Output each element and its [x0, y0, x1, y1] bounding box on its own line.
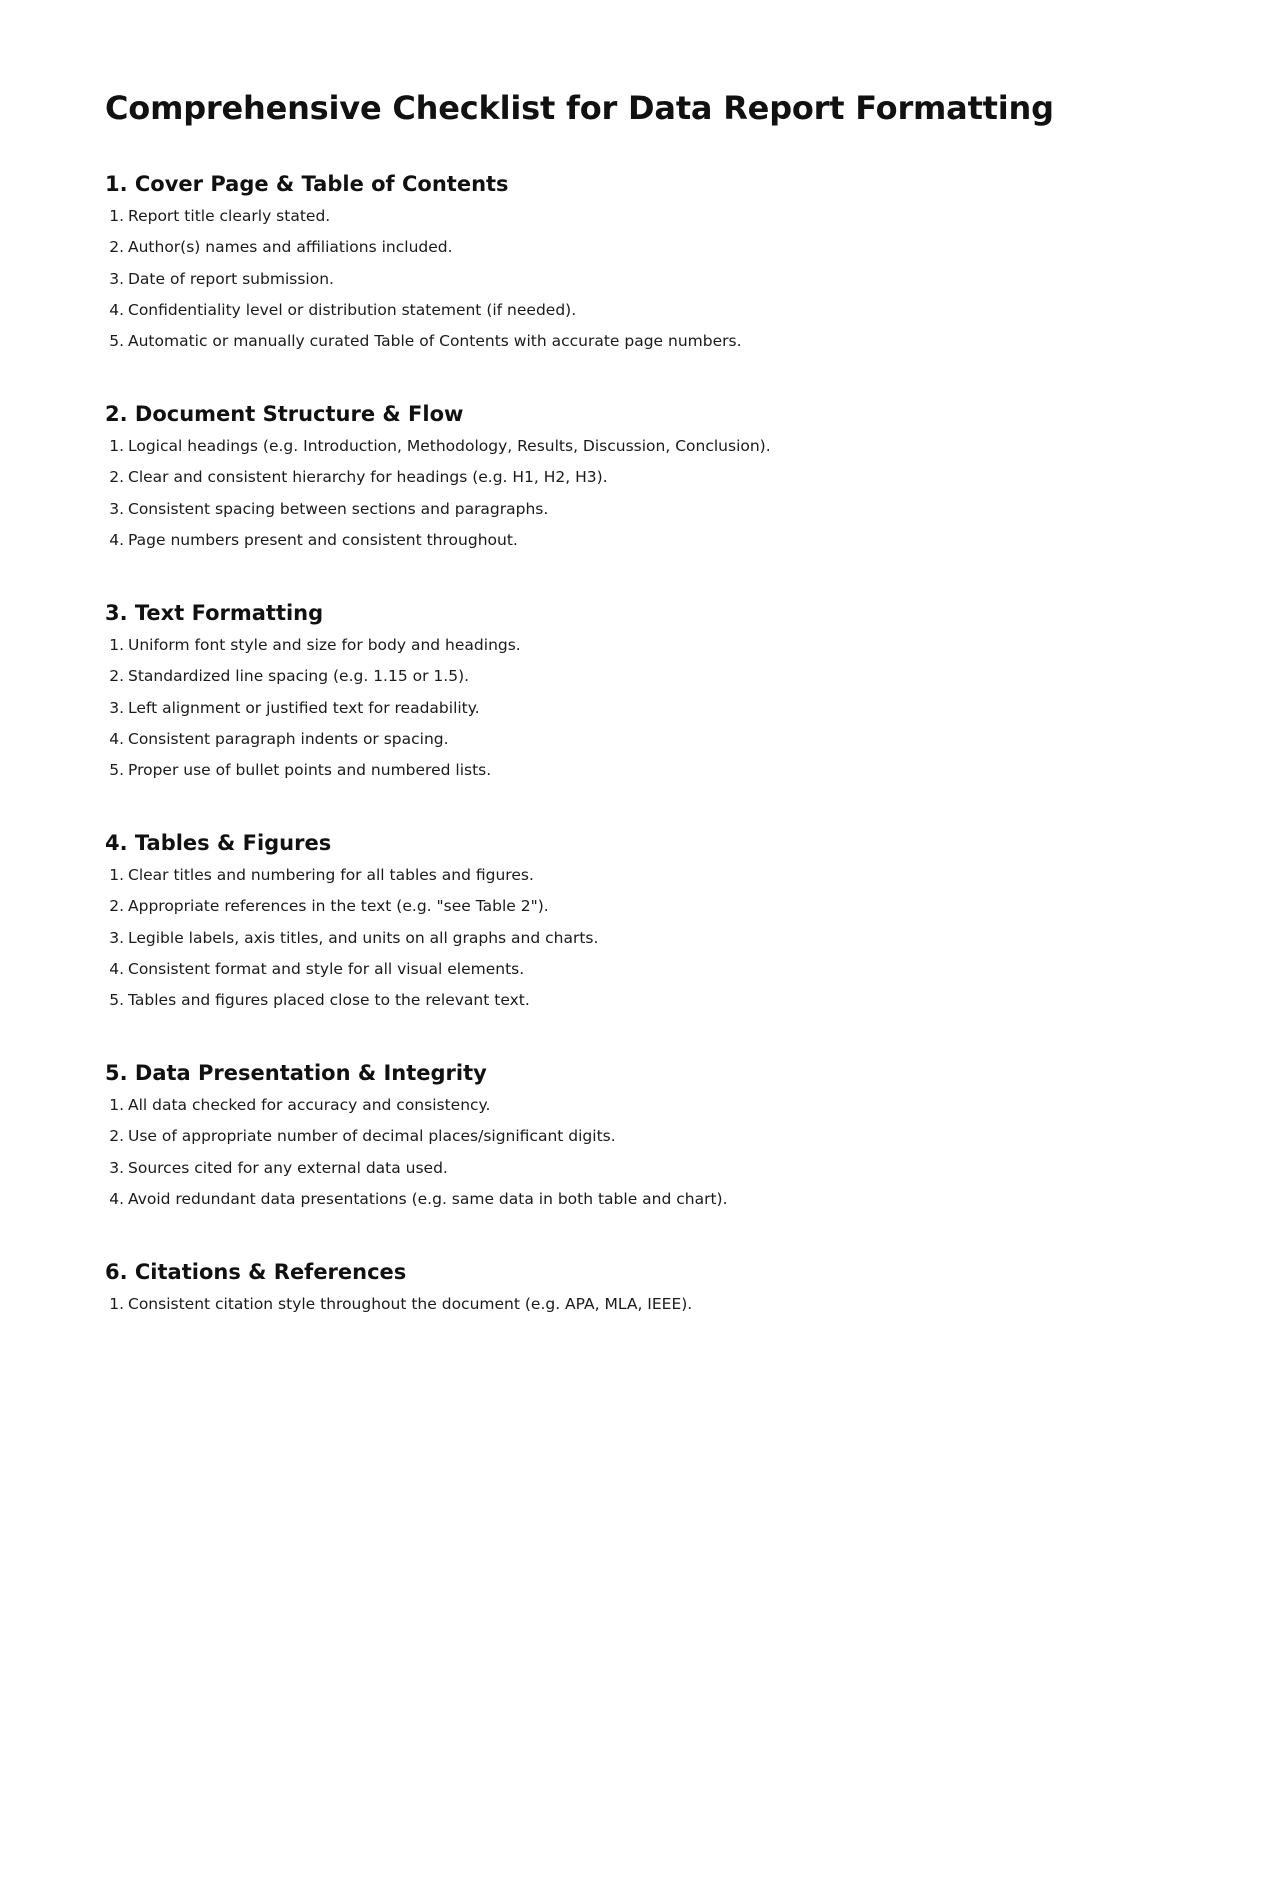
list-item — [105, 954, 1145, 985]
list-item — [105, 295, 1145, 326]
section-heading: 1. Cover Page & Table of Contents — [105, 172, 509, 196]
item-text: Tables and figures placed close to the relevant text. — [128, 991, 530, 1010]
item-text: Use of appropriate number of decimal places/significant digits. — [128, 1127, 616, 1146]
item-number: 2. — [109, 1127, 124, 1146]
item-text: Uniform font style and size for body and headings. — [128, 636, 521, 654]
section-cover-page — [105, 166, 1145, 396]
item-text: Consistent citation style throughout the document (e.g. APA, MLA, IEEE). — [128, 1295, 693, 1313]
document-content — [105, 166, 1145, 1399]
item-number: 3. — [109, 499, 124, 518]
list-item — [105, 860, 1145, 891]
section-heading: 6. Citations & References — [105, 1260, 407, 1284]
item-text: Left alignment or justified text for readability. — [128, 698, 480, 717]
item-number: 1. — [109, 207, 124, 225]
list-item — [105, 431, 1145, 462]
item-number: 1. — [109, 1295, 124, 1313]
item-number: 3. — [109, 269, 124, 288]
item-number: 1. — [109, 866, 124, 884]
item-number: 2. — [109, 667, 124, 686]
list-item — [105, 1289, 1145, 1320]
item-text: Legible labels, axis titles, and units on all graphs and charts. — [128, 928, 599, 947]
item-text: Page numbers present and consistent throughout. — [128, 530, 518, 549]
item-number: 2. — [109, 468, 124, 487]
item-number: 2. — [109, 238, 124, 257]
list-item — [105, 985, 1145, 1016]
list-item — [105, 724, 1145, 755]
section-heading: 2. Document Structure & Flow — [105, 402, 464, 426]
list-item — [105, 326, 1145, 357]
item-text: Consistent spacing between sections and paragraphs. — [128, 499, 549, 518]
item-text: Author(s) names and affiliations included. — [128, 238, 453, 257]
list-item — [105, 1184, 1145, 1215]
document-title: Comprehensive Checklist for Data Report Formatting — [105, 89, 1054, 127]
item-number: 4. — [109, 300, 124, 319]
list-item — [105, 693, 1145, 724]
list-item — [105, 462, 1145, 493]
list-item — [105, 661, 1145, 692]
section-tables-figures — [105, 825, 1145, 1055]
item-text: Confidentiality level or distribution statement (if needed). — [128, 300, 577, 319]
checklist — [105, 630, 1145, 786]
item-text: Clear and consistent hierarchy for headings (e.g. H1, H2, H3). — [128, 468, 608, 487]
item-number: 1. — [109, 1096, 124, 1114]
item-number: 1. — [109, 437, 124, 455]
checklist — [105, 431, 1145, 556]
list-item — [105, 525, 1145, 556]
item-number: 3. — [109, 928, 124, 947]
section-heading: 3. Text Formatting — [105, 601, 324, 625]
item-text: Avoid redundant data presentations (e.g. same data in both table and chart). — [128, 1189, 728, 1208]
item-text: Appropriate references in the text (e.g. "see Table 2"). — [128, 897, 549, 916]
section-text-formatting — [105, 595, 1145, 825]
item-text: Logical headings (e.g. Introduction, Methodology, Results, Discussion, Conclusion). — [128, 437, 771, 455]
item-number: 5. — [109, 991, 124, 1010]
section-heading: 5. Data Presentation & Integrity — [105, 1061, 487, 1085]
item-text: Proper use of bullet points and numbered lists. — [128, 761, 492, 780]
checklist — [105, 1090, 1145, 1215]
item-number: 2. — [109, 897, 124, 916]
checklist — [105, 1289, 1145, 1320]
item-number: 4. — [109, 1189, 124, 1208]
checklist — [105, 201, 1145, 357]
item-number: 1. — [109, 636, 124, 654]
item-text: Consistent format and style for all visual elements. — [128, 959, 525, 978]
item-text: Consistent paragraph indents or spacing. — [128, 729, 449, 748]
item-text: Sources cited for any external data used. — [128, 1158, 448, 1177]
list-item — [105, 891, 1145, 922]
section-data-presentation — [105, 1055, 1145, 1254]
item-number: 5. — [109, 761, 124, 780]
list-item — [105, 1153, 1145, 1184]
list-item — [105, 630, 1145, 661]
list-item — [105, 494, 1145, 525]
item-number: 3. — [109, 1158, 124, 1177]
document-page — [105, 86, 1145, 1313]
item-number: 4. — [109, 729, 124, 748]
list-item — [105, 755, 1145, 786]
item-text: Clear titles and numbering for all tables and figures. — [128, 866, 534, 884]
list-item — [105, 1121, 1145, 1152]
list-item — [105, 1090, 1145, 1121]
item-number: 5. — [109, 332, 124, 351]
item-text: Standardized line spacing (e.g. 1.15 or 1.5). — [128, 667, 470, 686]
item-text: Date of report submission. — [128, 269, 334, 288]
checklist — [105, 860, 1145, 1016]
list-item — [105, 264, 1145, 295]
item-text: Automatic or manually curated Table of Contents with accurate page numbers. — [128, 332, 742, 351]
section-citations — [105, 1254, 1145, 1399]
list-item — [105, 232, 1145, 263]
item-number: 4. — [109, 959, 124, 978]
item-number: 3. — [109, 698, 124, 717]
section-heading: 4. Tables & Figures — [105, 831, 332, 855]
item-text: Report title clearly stated. — [128, 207, 331, 225]
section-document-structure — [105, 396, 1145, 595]
list-item — [105, 201, 1145, 232]
item-number: 4. — [109, 530, 124, 549]
item-text: All data checked for accuracy and consistency. — [128, 1096, 491, 1114]
list-item — [105, 923, 1145, 954]
